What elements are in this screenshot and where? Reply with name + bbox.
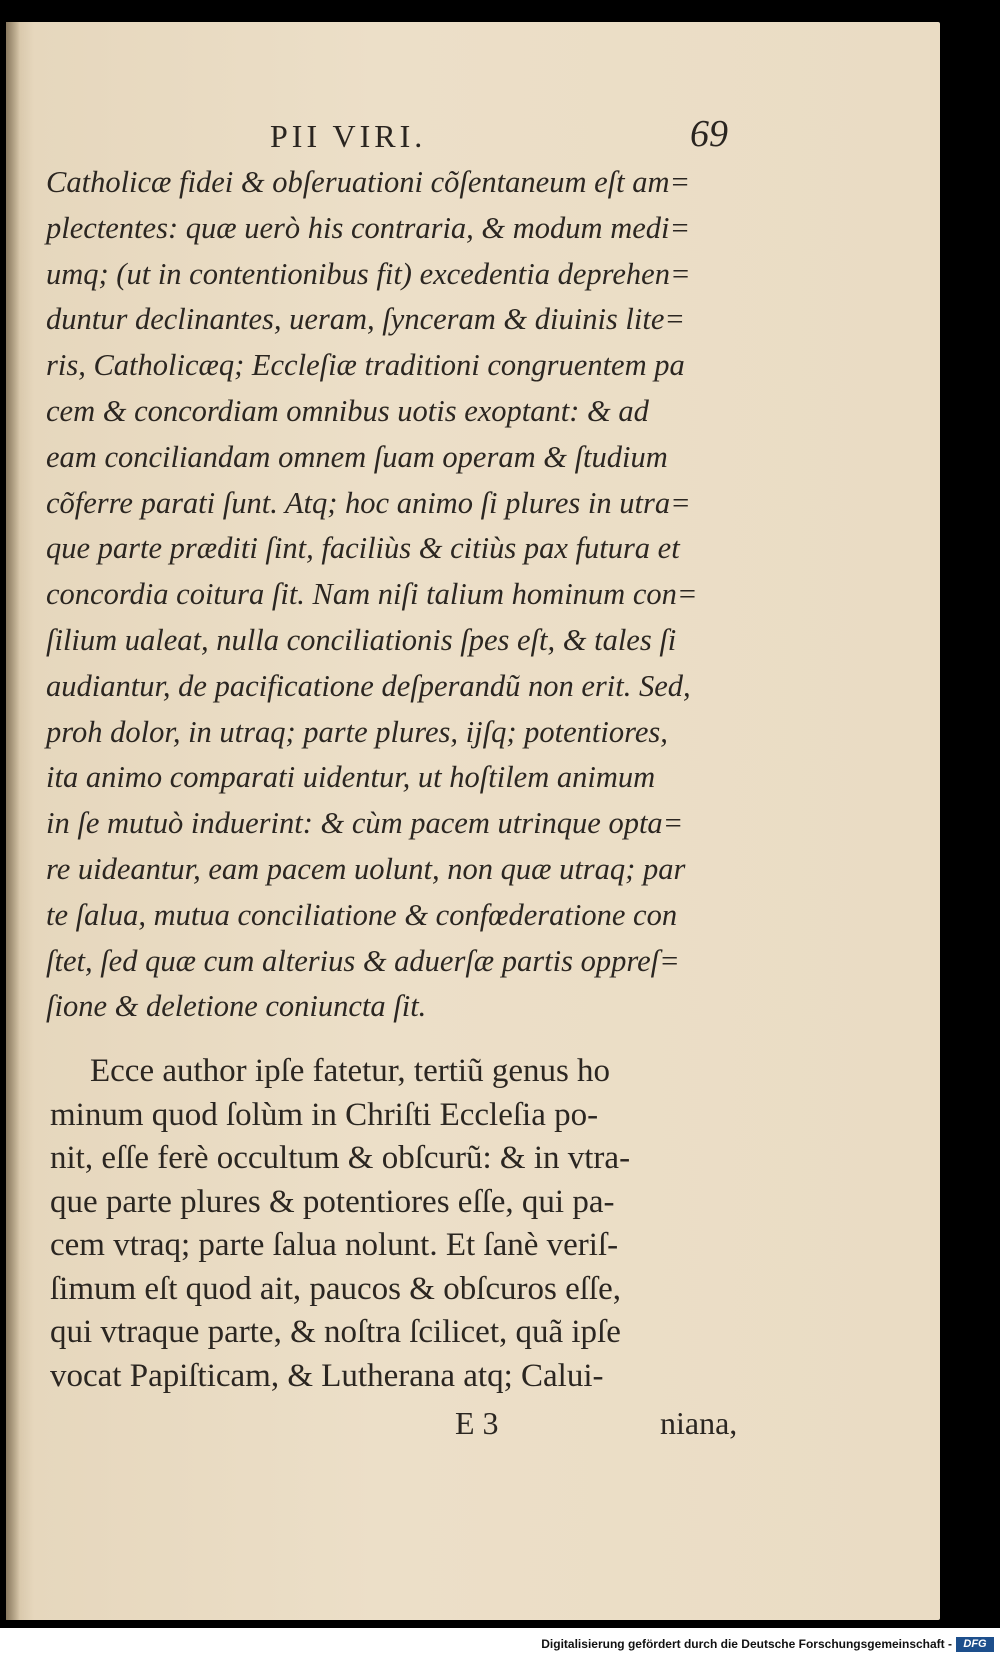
dfg-logo: DFG <box>956 1637 994 1652</box>
text-line: que parte plures & potentiores eſſe, qui pa- <box>50 1183 615 1220</box>
text-line: cem & concordiam omnibus uotis exoptant: & ad <box>46 393 649 428</box>
catchword: niana, <box>660 1405 738 1441</box>
text-line: ita animo comparati uidentur, ut hoſtilem animum <box>46 760 656 795</box>
text-line: qui vtraque parte, & noſtra ſcilicet, quã ipſe <box>50 1314 621 1350</box>
spine-shadow <box>6 22 20 1620</box>
text-line: vocat Papiſticam, & Lutherana atq; Calui- <box>50 1357 604 1394</box>
text-line: audiantur, de pacificatione deſperandũ non erit. Sed, <box>46 668 691 703</box>
text-line: cõferre parati ſunt. Atq; hoc animo ſi plures in utra= <box>46 485 691 520</box>
funding-credit: Digitalisierung gefördert durch die Deutsche Forschungsgemeinschaft - <box>541 1637 952 1651</box>
text-line: minum quod ſolùm in Chriſti Eccleſia po- <box>50 1096 599 1133</box>
text-line: que parte præditi ſint, faciliùs & citiùs pax futura et <box>46 531 680 566</box>
text-line: proh dolor, in utraq; parte plures, ijſq; potentiores, <box>46 714 668 749</box>
footer-bar <box>0 1628 1000 1658</box>
text-line: Catholicæ fidei & obſeruationi cõſentaneum eſt am= <box>46 165 691 199</box>
text-line: ſtet, ſed quæ cum alterius & aduerſæ partis oppreſ= <box>46 943 680 978</box>
italic-quotation <box>46 160 736 1030</box>
text-line: ſione & deletione coniuncta ſit. <box>46 989 427 1024</box>
text-line: ris, Catholicæq; Eccleſiæ traditioni congruentem pa <box>46 348 685 383</box>
text-line: Ecce author ipſe fatetur, tertiũ genus ho <box>90 1053 611 1089</box>
text-line: eam conciliandam omnem ſuam operam & ſtudium <box>46 439 668 474</box>
text-line: ſimum eſt quod ait, paucos & obſcuros eſſe, <box>50 1270 621 1307</box>
text-line: duntur declinantes, ueram, ſynceram & diuinis lite= <box>46 302 685 337</box>
running-head: PII VIRI. <box>270 118 427 154</box>
text-line: plectentes: quæ uerò his contraria, & modum medi= <box>46 210 691 245</box>
text-line: te ſalua, mutua conciliatione & confœderatione con <box>46 897 678 932</box>
text-line: ſilium ualeat, nulla conciliationis ſpes eſt, & tales ſi <box>46 622 677 657</box>
text-line: concordia coitura ſit. Nam niſi talium hominum con= <box>46 577 698 612</box>
signature-mark: E 3 <box>455 1405 499 1441</box>
page-number: 69 <box>690 113 728 155</box>
text-line: re uideantur, eam pacem uolunt, non quæ utraq; par <box>46 851 686 886</box>
text-line: umq; (ut in contentionibus fit) excedentia deprehen= <box>46 256 691 291</box>
text-line: cem vtraq; parte ſalua nolunt. Et ſanè veriſ- <box>50 1227 619 1263</box>
roman-paragraph <box>50 1050 740 1398</box>
text-line: in ſe mutuò induerint: & cùm pacem utrinque opta= <box>46 806 684 841</box>
text-line: nit, eſſe ferè occultum & obſcurũ: & in vtra- <box>50 1140 631 1176</box>
